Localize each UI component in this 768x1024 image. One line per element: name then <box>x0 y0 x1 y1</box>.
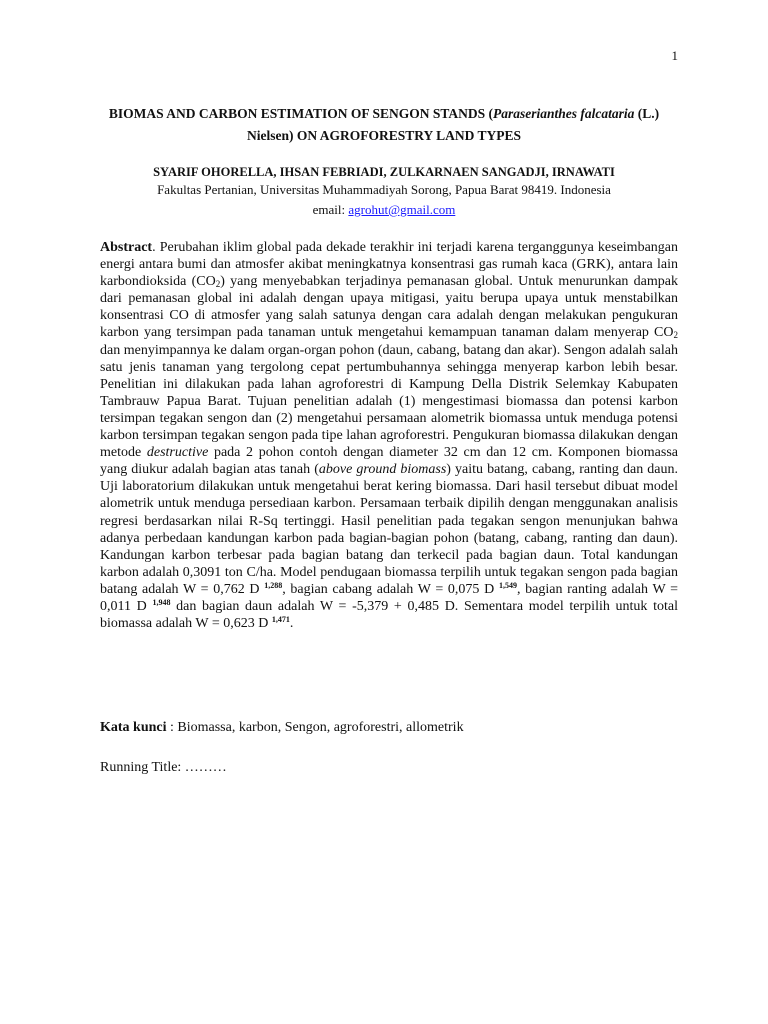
abstract-subscript-2: 2 <box>673 330 678 341</box>
abstract-label: Abstract <box>100 240 153 255</box>
abstract-text-5: ) yaitu batang, cabang, ranting dan daun. Uji laboratorium dilakukan untuk mengetahui berat kering biomassa. Dari hasil tersebut dibuat model alometrik untuk menduga persediaan karbon. Persamaan terbaik dipilih dengan menggunakan analisis regresi berdasarkan nilai R-Sq tertinggi. Hasil penelitian pada tegakan sengon menunjukan bahwa adanya perbedaan kandungan karbon pada bagian-bagian pohon (batang, cabang, ranting dan daun). Kandungan karbon terbesar pada bagian batang dan terkecil pada bagian daun. Total kandungan karbon adalah 0,3091 ton C/ha. Model pendugaan biomassa terpilih untuk tegakan sengon pada bagian batang adalah W = 0,762 D <box>100 462 678 597</box>
abstract-superscript-4: 1,471 <box>271 615 290 625</box>
keywords-line <box>100 720 678 736</box>
abstract-text-1: . Perubahan iklim global pada dekade terakhir ini terjadi karena terganggunya keseimbangan energi antara bumi dan atmosfer akibat meningkatnya konsentrasi gas rumah kaca (GRK), antara lain karbondioksida (CO <box>100 240 678 290</box>
abstract-emphasis-1: destructive <box>146 445 209 461</box>
email-line <box>100 202 668 218</box>
page-number: 1 <box>671 48 678 63</box>
keywords-text: : Biomassa, karbon, Sengon, agroforestri, allometrik <box>166 720 464 735</box>
title-species-name: Paraserianthes falcataria <box>493 106 635 121</box>
email-label: email: <box>312 202 349 217</box>
abstract-emphasis-2: above ground biomass <box>318 462 447 478</box>
abstract-text-9: . <box>289 616 294 632</box>
abstract-superscript-1: 1,288 <box>264 580 283 590</box>
abstract-superscript-3: 1,948 <box>152 597 171 607</box>
affiliation: Fakultas Pertanian, Universitas Muhammadiyah Sorong, Papua Barat 98419. Indonesia <box>157 182 611 197</box>
abstract-superscript-2: 1,549 <box>498 580 517 590</box>
abstract-text-7: , bagian ranting adalah W = 0,011 D <box>100 581 678 614</box>
abstract-subscript-1: 2 <box>215 279 221 290</box>
title-part-1: BIOMAS AND CARBON ESTIMATION OF SENGON STANDS ( <box>108 106 494 121</box>
running-title: Running Title: ……… <box>100 760 227 775</box>
author-list: SYARIF OHORELLA, IHSAN FEBRIADI, ZULKARNAEN SANGADJI, IRNAWATI <box>153 165 615 179</box>
paper-title <box>100 103 668 147</box>
keywords-label: Kata kunci <box>100 720 167 735</box>
abstract-text-3: dan menyimpannya ke dalam organ-organ pohon (daun, cabang, batang dan akar). Sengon adalah salah satu jenis tanaman yang tergolong cepat pertumbuhannya sehingga menyerap karbon lebih besar. Penelitian ini dilakukan pada lahan agroforestri di Kampung Della Distrik Selemkay Kabupaten Tambrauw Papua Barat. Tujuan penelitian adalah (1) mengestimasi biomassa dan potensi karbon tersimpan tegakan sengon dan (2) mengetahui persamaan alometrik biomassa untuk menduga potensi karbon tersimpan tegakan sengon pada tipe lahan agroforestri. Pengukuran biomassa dilakukan dengan metode <box>100 342 678 461</box>
abstract-text-6: , bagian cabang adalah W = 0,075 D <box>282 581 499 597</box>
abstract-text-4: pada 2 pohon contoh dengan diameter 32 cm dan 12 cm. Komponen biomassa yang diukur adalah bagian atas tanah ( <box>100 445 678 478</box>
title-part-2: (L.) Nielsen) ON AGROFORESTRY LAND TYPES <box>246 106 660 143</box>
abstract-text-2: ) yang menyebabkan terjadinya pemanasan global. Untuk menurunkan dampak dari pemanasan global ini adalah dengan upaya mitigasi, yaitu berupa upaya untuk menstabilkan konsentrasi CO di atmosfer yang salah satunya dengan cara adalah dengan melakukan pengukuran karbon yang tersimpan pada tanaman untuk mengetahui kemampuan tanaman dalam menyerap CO <box>100 274 679 341</box>
abstract-paragraph <box>100 239 678 632</box>
abstract-text-8: dan bagian daun adalah W = -5,379 + 0,485 D. Sementara model terpilih untuk total biomassa adalah W = 0,623 D <box>100 598 678 632</box>
email-link[interactable]: agrohut@gmail.com <box>348 202 456 217</box>
